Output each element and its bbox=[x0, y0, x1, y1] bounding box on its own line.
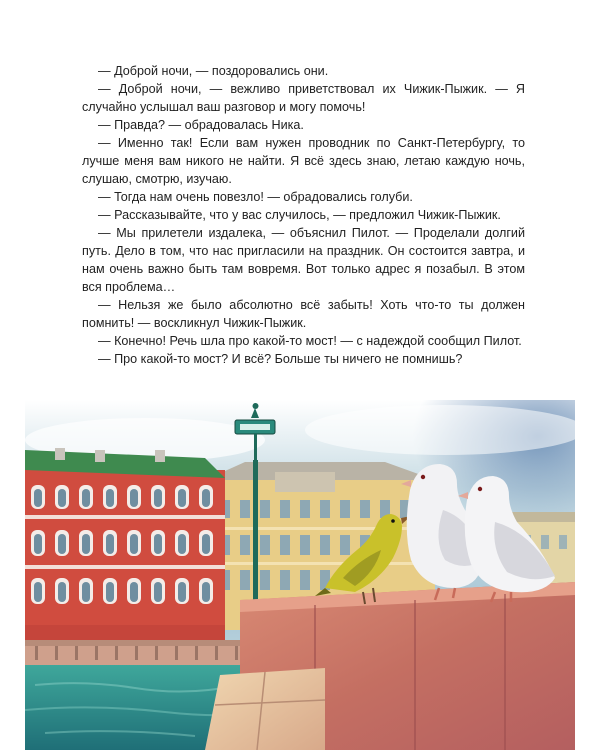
paragraph: — Про какой-то мост? И всё? Больше ты ничего не помнишь? bbox=[98, 352, 463, 366]
city-illustration bbox=[25, 400, 575, 750]
paragraph: — Конечно! Речь шла про какой-то мост! — с надеждой сообщил Пилот. bbox=[98, 334, 522, 348]
stone-block bbox=[205, 668, 325, 750]
red-building bbox=[25, 448, 225, 645]
paragraph: — Мы прилетели издалека, — объяснил Пилот. — Проделали долгий путь. Дело в том, что нас пригласили на праздник. Он состоится завтра, и нам очень важно быть там вовремя. Вот только адрес я позабыл. В этом вся проблема… bbox=[82, 226, 525, 294]
paragraph: — Тогда нам очень повезло! — обрадовались голуби. bbox=[98, 190, 413, 204]
paragraph: — Нельзя же было абсолютно всё забыть! Хоть что-то ты должен помнить! — воскликнул Чижик-Пыжик. bbox=[82, 298, 525, 330]
paragraph: — Именно так! Если вам нужен проводник по Санкт-Петербургу, то лучше меня вам никого не найти. Я всё здесь знаю, летаю каждую ночь, слушаю, смотрю, изучаю. bbox=[82, 136, 525, 186]
paragraph: — Доброй ночи, — поздоровались они. bbox=[98, 64, 329, 78]
story-text bbox=[82, 62, 525, 368]
paragraph: — Доброй ночи, — вежливо приветствовал их Чижик-Пыжик. — Я случайно услышал ваш разговор и могу помочь! bbox=[82, 82, 525, 114]
paragraph: — Правда? — обрадовалась Ника. bbox=[98, 118, 304, 132]
paragraph: — Рассказывайте, что у вас случилось, — предложил Чижик-Пыжик. bbox=[98, 208, 501, 222]
